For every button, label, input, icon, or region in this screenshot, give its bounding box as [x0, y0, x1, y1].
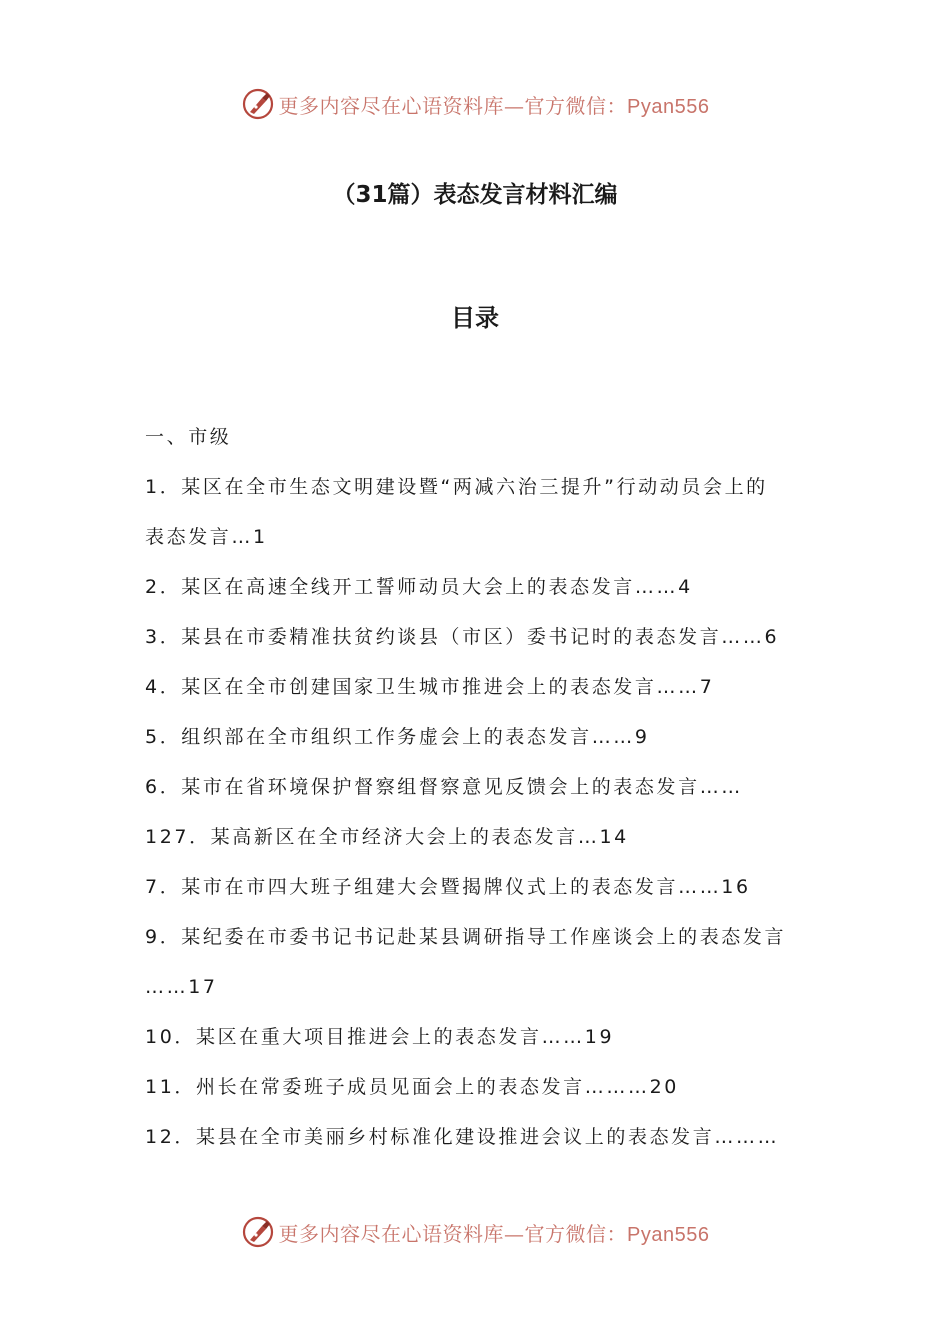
toc-entry-continuation[interactable]: 表态发言…1 — [145, 526, 268, 548]
toc-entry[interactable]: 1．某区在全市生态文明建设暨“两减六治三提升”行动动员会上的 — [145, 476, 768, 498]
toc-entry[interactable]: 5．组织部在全市组织工作务虚会上的表态发言……9 — [145, 726, 650, 748]
footer-watermark-banner — [0, 1212, 950, 1252]
toc-entry[interactable]: 4．某区在全市创建国家卫生城市推进会上的表态发言……7 — [145, 676, 715, 698]
toc-entry[interactable]: 2．某区在高速全线开工誓师动员大会上的表态发言……4 — [145, 576, 693, 598]
watermark-text: 更多内容尽在心语资料库—官方微信：Pyan556 — [278, 93, 710, 118]
toc-entry[interactable]: 6．某市在省环境保护督察组督察意见反馈会上的表态发言…… — [145, 776, 743, 798]
toc-entry[interactable]: 12．某县在全市美丽乡村标准化建设推进会议上的表态发言……… — [145, 1126, 780, 1148]
document-title: （31篇）表态发言材料汇编 — [332, 182, 618, 208]
toc-entry[interactable]: 11．州长在常委班子成员见面会上的表态发言………20 — [145, 1076, 679, 1098]
toc-entry[interactable]: 127．某高新区在全市经济大会上的表态发言…14 — [145, 826, 629, 848]
toc-entry-continuation[interactable]: ……17 — [145, 976, 218, 998]
toc-entry[interactable]: 3．某县在市委精准扶贫约谈县（市区）委书记时的表态发言……6 — [145, 626, 780, 648]
table-of-contents — [145, 412, 810, 1162]
toc-entry[interactable]: 10．某区在重大项目推进会上的表态发言……19 — [145, 1026, 615, 1048]
watermark-text: 更多内容尽在心语资料库—官方微信：Pyan556 — [278, 1221, 710, 1246]
pen-nib-logo-icon — [241, 87, 275, 121]
toc-section-heading: 一、市级 — [145, 426, 232, 448]
toc-entry[interactable]: 9．某纪委在市委书记书记赴某县调研指导工作座谈会上的表态发言 — [145, 926, 787, 948]
header-watermark-banner — [0, 84, 950, 124]
toc-entry[interactable]: 7．某市在市四大班子组建大会暨揭牌仪式上的表态发言……16 — [145, 876, 751, 898]
pen-nib-logo-icon — [241, 1215, 275, 1249]
toc-heading: 目录 — [451, 304, 499, 332]
